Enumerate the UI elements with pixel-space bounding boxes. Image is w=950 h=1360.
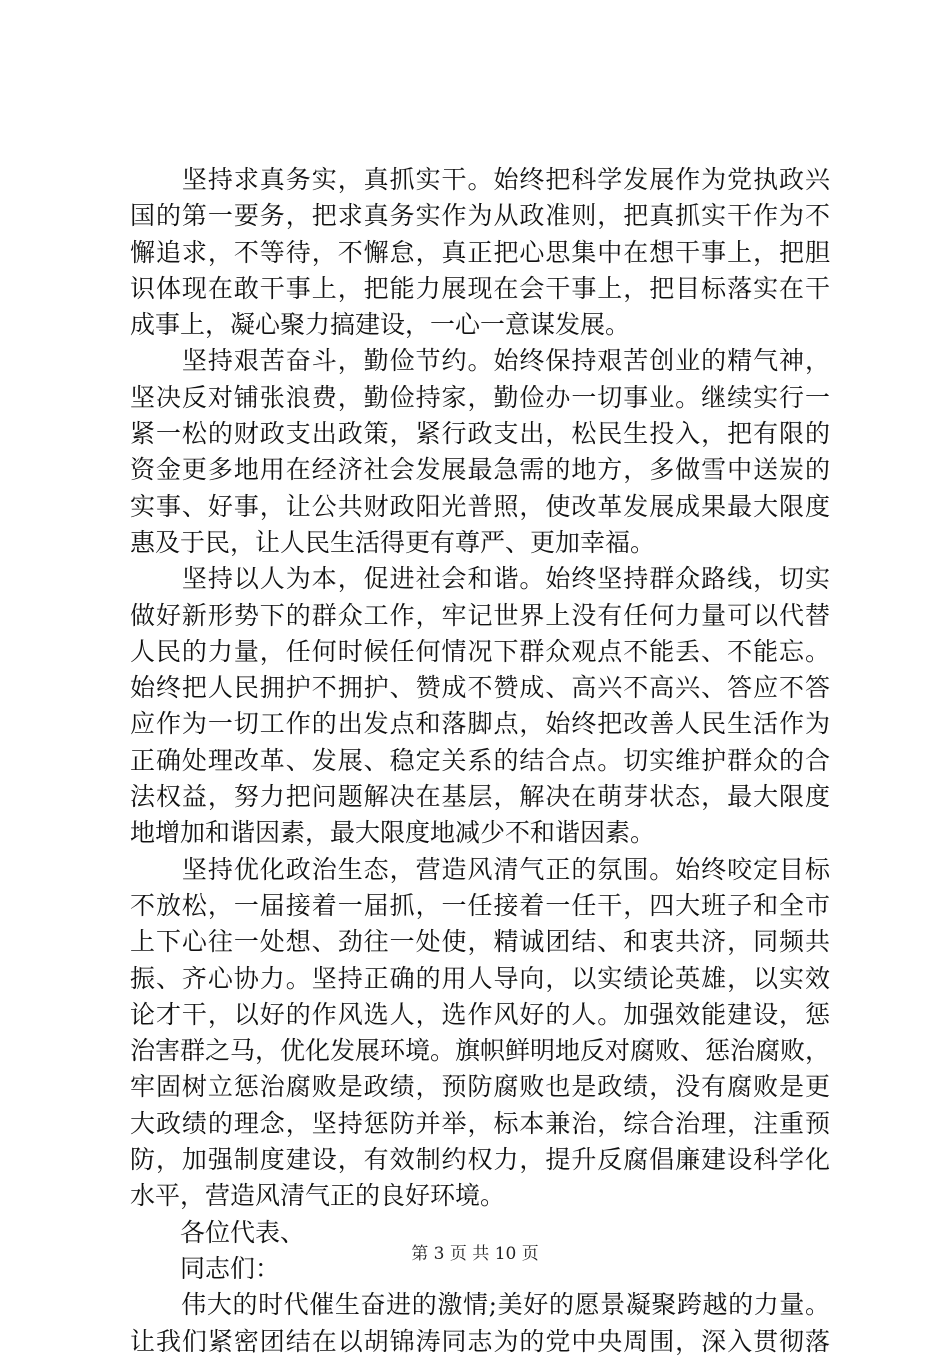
document-body — [130, 162, 830, 1360]
text-line: 紧一松的财政支出政策，紧行政支出，松民生投入，把有限的 — [130, 419, 830, 449]
text-line: 论才干，以好的作风选人，选作风好的人。加强效能建设，惩 — [130, 999, 830, 1029]
text-line: 伟大的时代催生奋进的激情;美好的愿景凝聚跨越的力量。 — [130, 1290, 830, 1320]
text-line: 资金更多地用在经济社会发展最急需的地方，多做雪中送炭的 — [130, 455, 830, 485]
text-line: 治害群之马，优化发展环境。旗帜鲜明地反对腐败、惩治腐败， — [130, 1036, 831, 1066]
text-line: 大政绩的理念，坚持惩防并举，标本兼治，综合治理，注重预 — [130, 1108, 830, 1138]
text-line: 应作为一切工作的出发点和落脚点，始终把改善人民生活作为 — [130, 709, 830, 739]
text-line: 地增加和谐因素，最大限度地减少不和谐因素。 — [130, 818, 656, 848]
text-line: 识体现在敢干事上，把能力展现在会干事上，把目标落实在干 — [130, 273, 830, 303]
text-line: 防，加强制度建设，有效制约权力，提升反腐倡廉建设科学化 — [130, 1145, 830, 1175]
text-line: 坚持优化政治生态，营造风清气正的氛围。始终咬定目标 — [130, 854, 830, 884]
text-line: 实事、好事，让公共财政阳光普照，使改革发展成果最大限度 — [130, 491, 830, 521]
text-line: 振、齐心协力。坚持正确的用人导向，以实绩论英雄，以实效 — [130, 963, 830, 993]
text-line: 牢固树立惩治腐败是政绩，预防腐败也是政绩，没有腐败是更 — [130, 1072, 830, 1102]
text-line: 成事上，凝心聚力搞建设，一心一意谋发展。 — [130, 310, 631, 340]
text-line: 上下心往一处想、劲往一处使，精诚团结、和衷共济，同频共 — [130, 927, 830, 957]
page-footer: 第 3 页 共 10 页 — [411, 1244, 539, 1264]
text-line: 正确处理改革、发展、稳定关系的结合点。切实维护群众的合 — [130, 745, 830, 775]
text-line: 惠及于民，让人民生活得更有尊严、更加幸福。 — [130, 527, 656, 557]
text-line: 坚持艰苦奋斗，勤俭节约。始终保持艰苦创业的精气神， — [130, 346, 830, 376]
text-line: 人民的力量，任何时候任何情况下群众观点不能丢、不能忘。 — [130, 636, 830, 666]
text-line: 不放松，一届接着一届抓，一任接着一任干，四大班子和全市 — [130, 890, 830, 920]
text-line: 坚持求真务实，真抓实干。始终把科学发展作为党执政兴 — [130, 165, 830, 194]
text-line: 坚决反对铺张浪费，勤俭持家，勤俭办一切事业。继续实行一 — [130, 382, 830, 412]
text-line: 法权益，努力把问题解决在基层，解决在萌芽状态，最大限度 — [130, 782, 830, 812]
text-line: 做好新形势下的群众工作，牢记世界上没有任何力量可以代替 — [130, 600, 830, 630]
text-line: 坚持以人为本，促进社会和谐。始终坚持群众路线，切实 — [130, 564, 830, 594]
text-line: 各位代表、 — [130, 1217, 306, 1247]
text-line: 同志们： — [130, 1253, 281, 1283]
text-line: 国的第一要务，把求真务实作为从政准则，把真抓实干作为不 — [130, 201, 830, 231]
text-line: 水平，营造风清气正的良好环境。 — [130, 1181, 506, 1211]
text-line: 懈追求，不等待，不懈怠，真正把心思集中在想干事上，把胆 — [130, 237, 830, 267]
text-line: 始终把人民拥护不拥护、赞成不赞成、高兴不高兴、答应不答 — [130, 673, 830, 703]
text-line: 让我们紧密团结在以胡锦涛同志为的党中央周围，深入贯彻落 — [130, 1326, 830, 1356]
